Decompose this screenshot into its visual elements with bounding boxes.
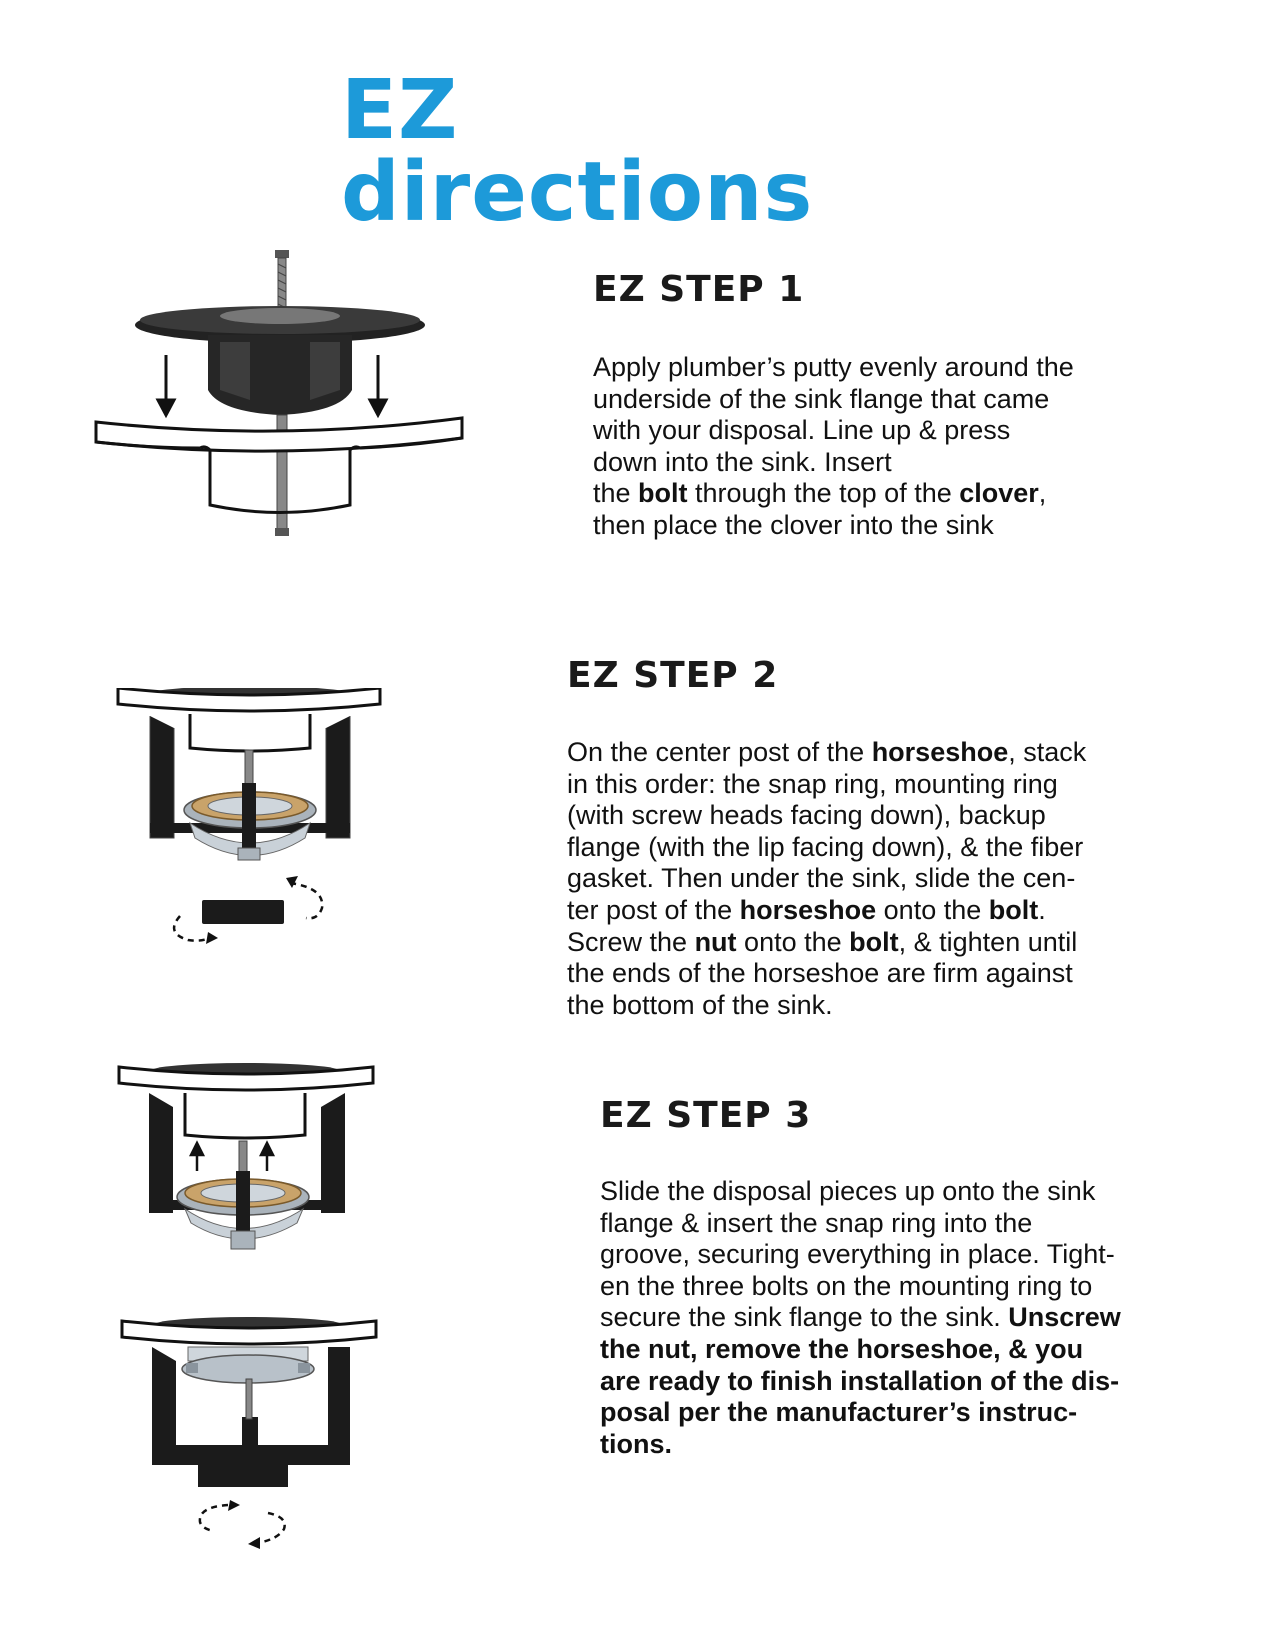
emphasized-text: horseshoe bbox=[871, 737, 1009, 767]
emphasized-text: bolt bbox=[988, 894, 1039, 925]
text-run: . bbox=[1038, 894, 1046, 925]
step-1-text bbox=[593, 352, 1153, 542]
text-run: down into the sink. Insert bbox=[593, 446, 892, 477]
text-run: in this order: the snap ring, mounting ring bbox=[567, 768, 1058, 799]
text-run: Screw the bbox=[567, 926, 695, 957]
emphasized-text: tions. bbox=[600, 1428, 672, 1459]
text-run: ter post of the bbox=[567, 894, 740, 925]
text-run: through the top of the bbox=[687, 478, 960, 509]
text-run: the bbox=[593, 478, 639, 509]
step-2-illustration-horseshoe-stack bbox=[110, 688, 410, 998]
text-run: onto the bbox=[876, 894, 989, 925]
step-1-illustration-clover-into-sink bbox=[90, 250, 490, 560]
text-run: gasket. Then under the sink, slide the cen- bbox=[567, 863, 1076, 894]
emphasized-text: clover bbox=[959, 478, 1039, 509]
text-run: with your disposal. Line up & press bbox=[593, 415, 1011, 446]
text-run: the bottom of the sink. bbox=[567, 989, 833, 1020]
step-3-text bbox=[600, 1176, 1180, 1460]
text-run: flange & insert the snap ring into the bbox=[600, 1207, 1033, 1238]
emphasized-text: the nut, remove the horseshoe, & you bbox=[600, 1333, 1084, 1364]
emphasized-text: bolt bbox=[849, 926, 899, 957]
text-run: then place the clover into the sink bbox=[593, 509, 994, 540]
text-run: , & tighten until bbox=[898, 926, 1078, 957]
text-run: groove, securing everything in place. Tight- bbox=[600, 1239, 1115, 1270]
text-run: the ends of the horseshoe are firm against bbox=[567, 958, 1073, 989]
step-1-heading: EZ STEP 1 bbox=[593, 269, 805, 310]
text-run: Apply plumber’s putty evenly around the bbox=[593, 352, 1074, 382]
text-run: flange (with the lip facing down), & the fiber bbox=[567, 831, 1084, 862]
step-2-text bbox=[567, 737, 1157, 1021]
text-run: On the center post of the bbox=[567, 737, 872, 767]
emphasized-text: are ready to finish installation of the dis- bbox=[600, 1365, 1120, 1396]
emphasized-text: nut bbox=[694, 926, 737, 957]
text-run: onto the bbox=[736, 926, 850, 957]
text-run: en the three bolts on the mounting ring to bbox=[600, 1270, 1093, 1301]
step-3-illustration-remove-horseshoe bbox=[118, 1317, 398, 1562]
text-run: (with screw heads facing down), backup bbox=[567, 800, 1046, 831]
emphasized-text: horseshoe bbox=[739, 894, 877, 925]
text-run: underside of the sink flange that came bbox=[593, 383, 1050, 414]
step-3-illustration-slide-up bbox=[115, 1063, 395, 1273]
text-run: , stack bbox=[1008, 737, 1087, 767]
step-3-heading: EZ STEP 3 bbox=[600, 1095, 812, 1136]
page-title: EZ directions bbox=[341, 63, 814, 240]
text-run: Slide the disposal pieces up onto the sink bbox=[600, 1176, 1096, 1206]
emphasized-text: posal per the manufacturer’s instruc- bbox=[600, 1397, 1078, 1428]
text-run: secure the sink flange to the sink. bbox=[600, 1302, 1009, 1333]
text-run: , bbox=[1038, 478, 1047, 509]
emphasized-text: bolt bbox=[638, 478, 688, 509]
step-2-heading: EZ STEP 2 bbox=[567, 655, 779, 696]
emphasized-text: Unscrew bbox=[1008, 1302, 1121, 1333]
